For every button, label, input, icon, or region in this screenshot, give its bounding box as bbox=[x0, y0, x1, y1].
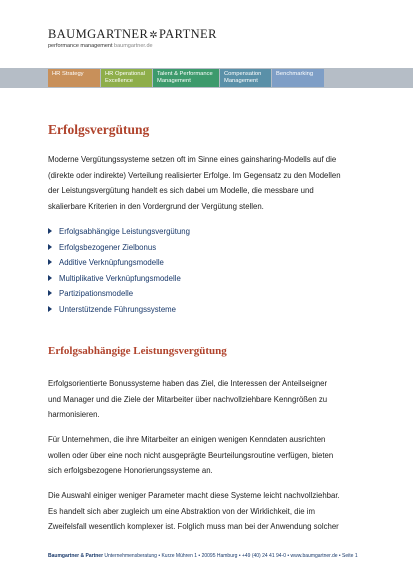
arrow-right-icon bbox=[48, 259, 52, 265]
link-partizipationsmodelle[interactable]: Partizipationsmodelle bbox=[59, 289, 134, 298]
logo-right: PARTNER bbox=[158, 27, 217, 41]
intro-line: (direkte oder indirekte) Verteilung realisierter Erfolge. Im Gegensatz zu den Modellen bbox=[48, 170, 341, 180]
section-paragraph-3 bbox=[48, 488, 368, 535]
paragraph-line: Erfolgsorientierte Bonussysteme haben das Ziel, die Interessen der Anteilseigner bbox=[48, 379, 328, 388]
footer-company: Baumgartner & Partner bbox=[48, 553, 104, 559]
paragraph-line: harmonisieren. bbox=[48, 410, 100, 419]
paragraph-line: sich erfolgsbezogene Honorierungssysteme an. bbox=[48, 466, 213, 475]
arrow-right-icon bbox=[48, 228, 52, 234]
page-title: Erfolgsvergütung bbox=[48, 122, 150, 137]
logo-wordmark bbox=[48, 28, 217, 42]
logo-url: baumgartner.de bbox=[114, 43, 153, 49]
footer-address: Unternehmensberatung • Kurze Mühren 1 • 20095 Hamburg • +49 (40) 24 41 94-0 • www.baumgartner.de bbox=[103, 553, 338, 559]
logo-tagline-text: performance management bbox=[48, 43, 113, 49]
logo-left: BAUMGARTNER bbox=[48, 27, 149, 41]
arrow-right-icon bbox=[48, 275, 52, 281]
topic-link-item bbox=[48, 286, 190, 302]
company-logo bbox=[48, 28, 217, 49]
topic-link-item bbox=[48, 302, 190, 318]
topic-link-item bbox=[48, 255, 190, 271]
section-paragraph-1 bbox=[48, 376, 368, 423]
link-erfolgsbezogener-zielbonus[interactable]: Erfolgsbezogener Zielbonus bbox=[59, 242, 157, 252]
tab-label-line2: Excellence bbox=[105, 78, 134, 84]
tab-label: Talent & Performance bbox=[157, 71, 213, 77]
intro-line: skalierbare Kriterien in den Vordergrund der Vergütung stellen. bbox=[48, 201, 264, 211]
paragraph-line: Zweifelsfall wesentlich komplexer ist. Folglich muss man bei der Anwendung solcher bbox=[48, 522, 339, 531]
tab-label-line2: Management bbox=[224, 78, 258, 84]
paragraph-line: und Manager und die Ziele der Mitarbeiter über nachvollziehbare Kenngrößen zu bbox=[48, 394, 328, 404]
tab-label: HR Strategy bbox=[52, 71, 84, 77]
topic-link-item bbox=[48, 271, 190, 287]
tab-hr-operational-excellence[interactable] bbox=[101, 69, 152, 87]
arrow-right-icon bbox=[48, 244, 52, 250]
tab-talent-performance-management[interactable] bbox=[153, 69, 219, 87]
topic-link-item bbox=[48, 240, 190, 256]
tab-benchmarking[interactable] bbox=[272, 69, 324, 87]
section-title: Erfolgsabhängige Leistungsvergütung bbox=[48, 345, 227, 357]
paragraph-line: Für Unternehmen, die ihre Mitarbeiter an einigen wenigen Kenndaten ausrichten bbox=[48, 435, 326, 444]
arrow-right-icon bbox=[48, 290, 52, 296]
link-erfolgsabhaengige-leistungsverguetung[interactable]: Erfolgsabhängige Leistungsvergütung bbox=[59, 227, 190, 236]
topic-link-item bbox=[48, 224, 190, 240]
intro-line: Moderne Vergütungssysteme setzen oft im Sinne eines gainsharing-Modells auf die bbox=[48, 155, 337, 164]
arrow-right-icon bbox=[48, 306, 52, 312]
paragraph-line: Die Auswahl einiger weniger Parameter macht diese Systeme leicht nachvollziehbar. bbox=[48, 491, 340, 500]
section-paragraph-2 bbox=[48, 432, 368, 479]
paragraph-line: Es handelt sich aber zugleich um eine Abstraktion von der Wirklichkeit, die im bbox=[48, 506, 315, 516]
paragraph-line: wollen oder über eine noch nicht ausgeprägte Beurteilungsroutine verfügen, bieten bbox=[48, 450, 334, 460]
page-footer: Baumgartner & Partner Unternehmensberatung • Kurze Mühren 1 • 20095 Hamburg • +49 (40) 24 41 94-0 • www.baumgartner.de • Seite 1 bbox=[48, 553, 358, 559]
tab-label-line2: Management bbox=[157, 78, 191, 84]
link-unterstuetzende-fuehrungssysteme[interactable]: Unterstützende Führungssysteme bbox=[59, 304, 177, 314]
footer-page-number: Seite 1 bbox=[342, 553, 358, 559]
main-nav-bar bbox=[0, 68, 413, 88]
tab-label: HR Operational bbox=[105, 71, 145, 77]
tab-compensation-management[interactable] bbox=[220, 69, 271, 87]
logo-star-icon: ✲ bbox=[149, 30, 158, 41]
link-additive-verknuepfungsmodelle[interactable]: Additive Verknüpfungsmodelle bbox=[59, 258, 164, 267]
intro-line: der Leistungsvergütung handelt es sich dabei um Modelle, die messbare und bbox=[48, 186, 314, 195]
link-multiplikative-verknuepfungsmodelle[interactable]: Multiplikative Verknüpfungsmodelle bbox=[59, 273, 181, 283]
tab-label: Compensation bbox=[224, 71, 262, 77]
logo-tagline bbox=[48, 43, 217, 49]
topic-link-list bbox=[48, 224, 190, 317]
tab-label: Benchmarking bbox=[276, 71, 314, 77]
intro-paragraph bbox=[48, 152, 368, 214]
tab-hr-strategy[interactable] bbox=[48, 69, 100, 87]
